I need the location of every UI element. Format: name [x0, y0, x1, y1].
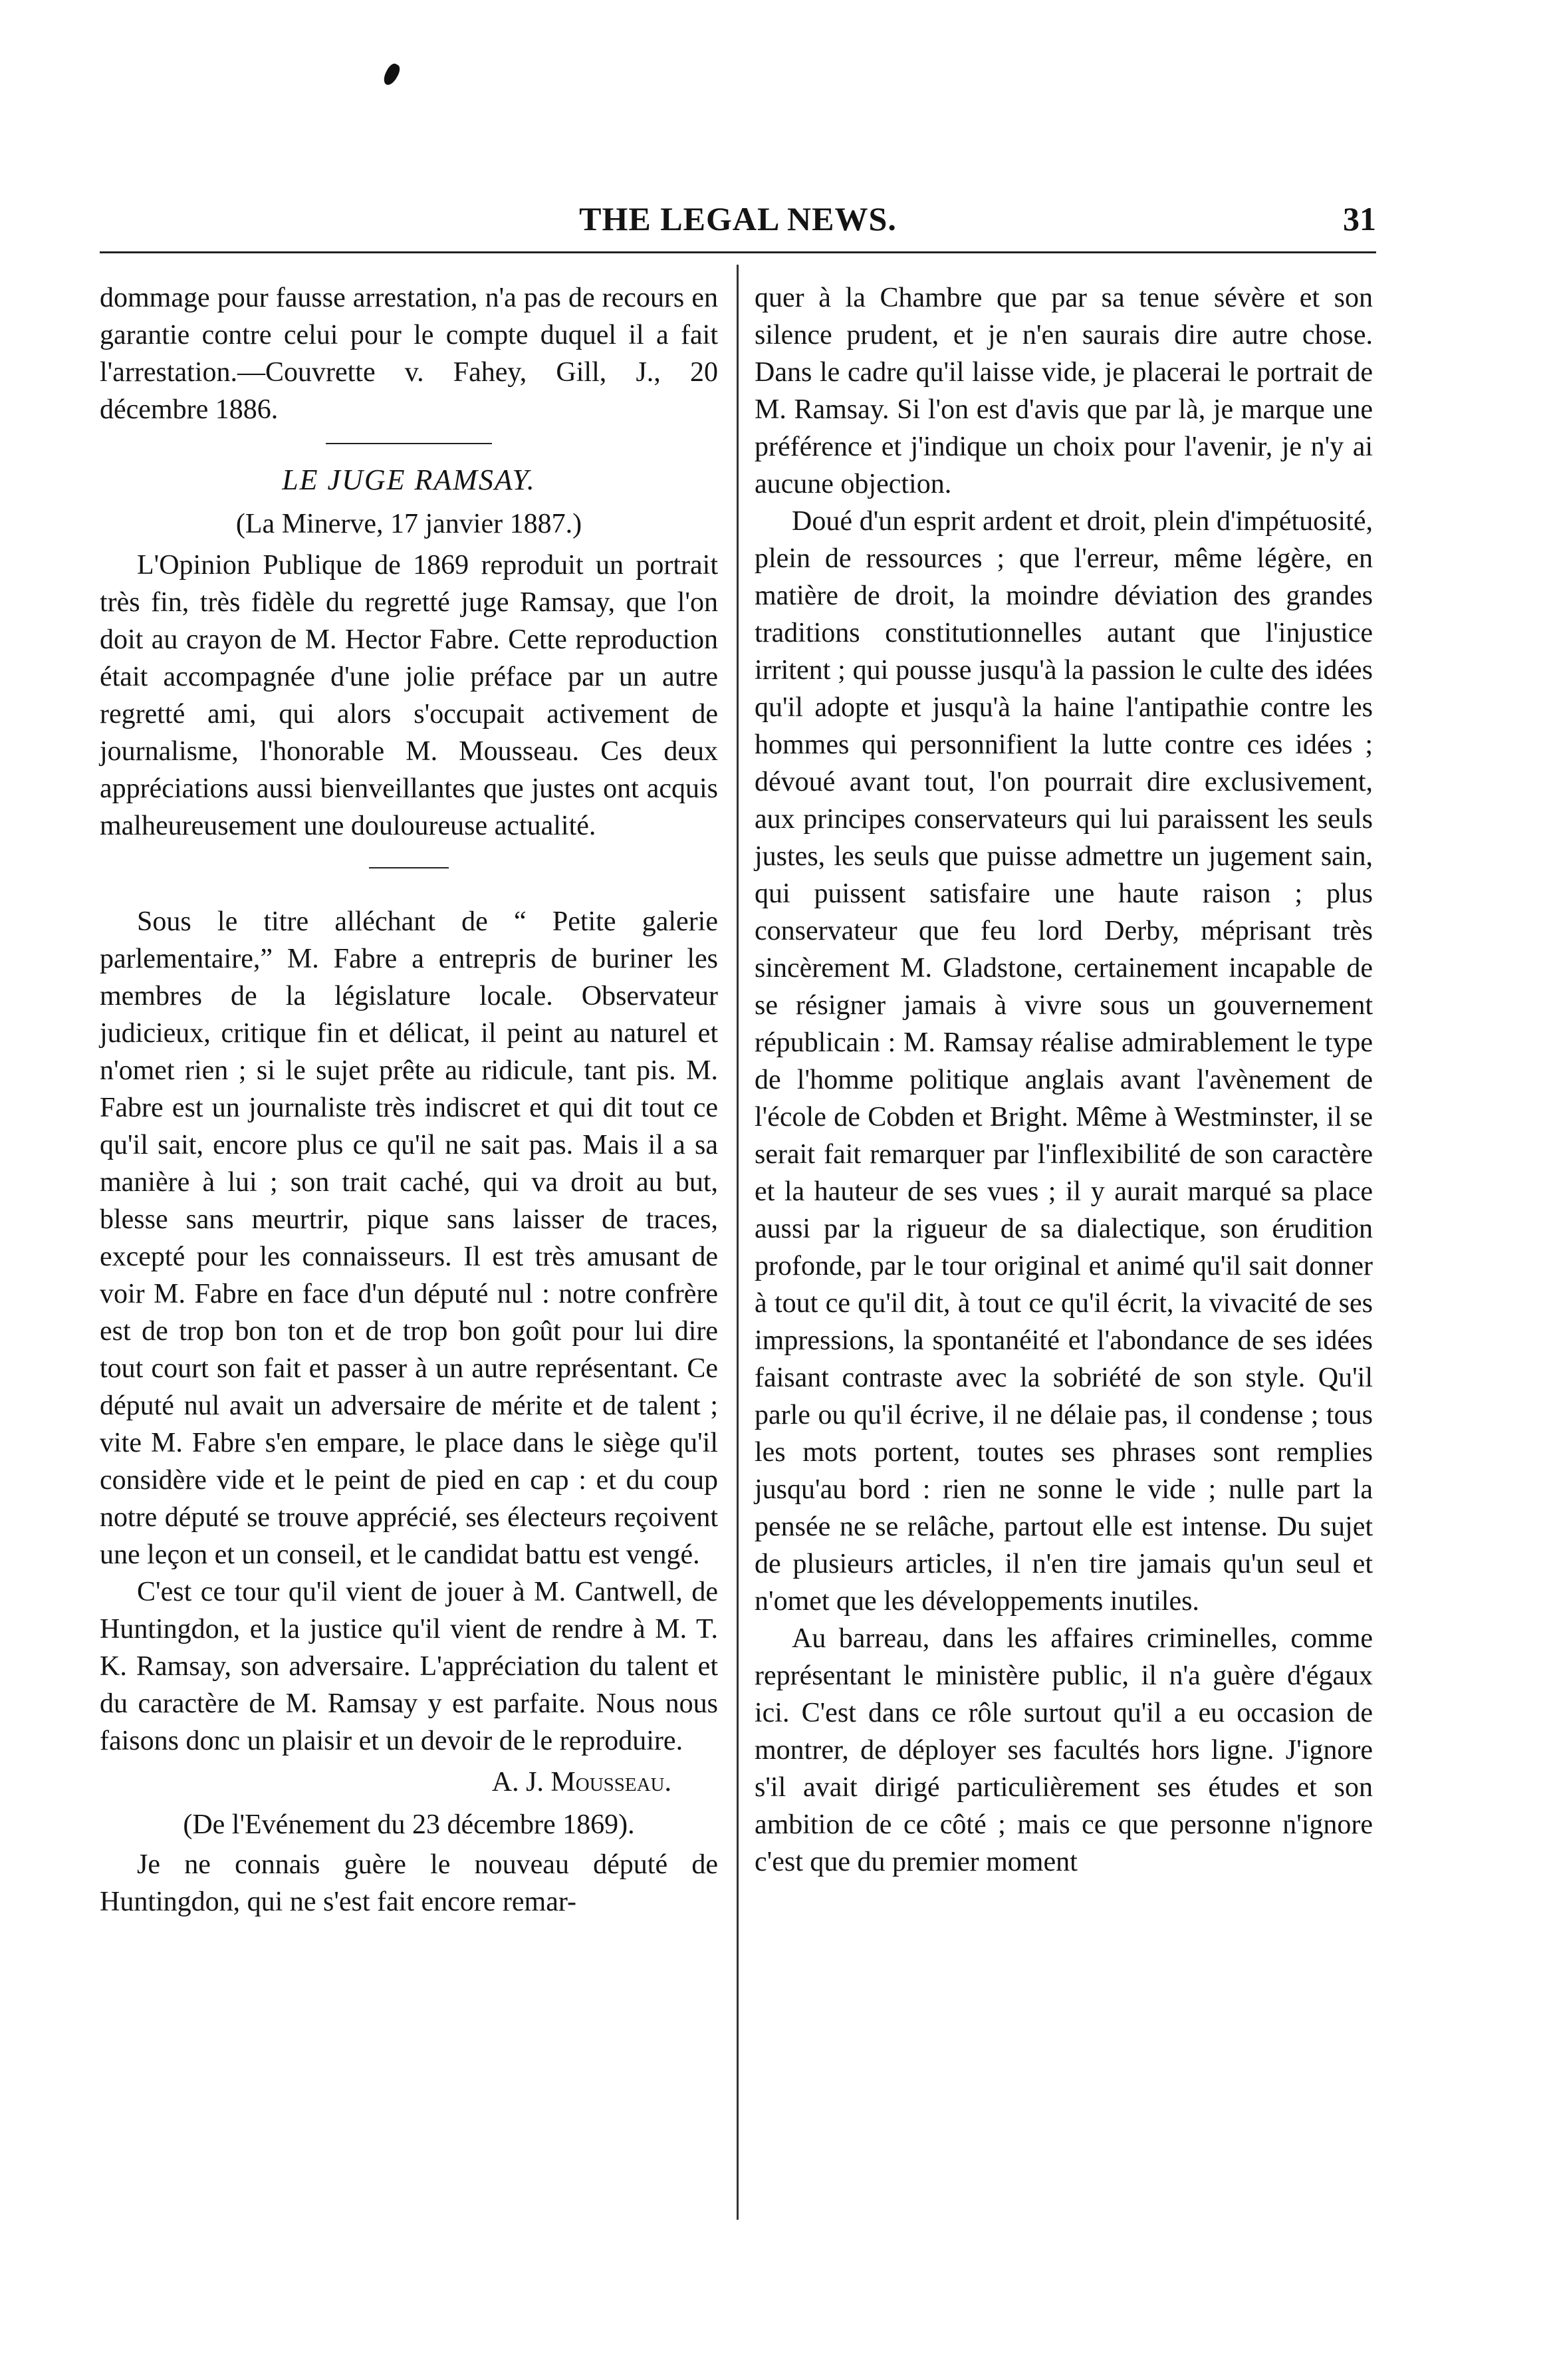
- left-column: [100, 279, 718, 1920]
- right-paragraph-3: Au barreau, dans les affaires criminelles, comme représentant le ministère public, il n'a guère d'égaux ici. C'est dans ce rôle surtout qu'il a eu occasion de montrer, de déployer ses facultés hors ligne. J'ignore s'il avait dirigé particulièrement ses études et son ambition de ce côté ; mais ce que personne n'ignore c'est que du premier moment: [755, 1623, 1373, 1877]
- signature: A. J. Mousseau.: [491, 1767, 671, 1797]
- section-rule: [326, 443, 492, 444]
- page-number: 31: [1343, 200, 1376, 237]
- page-header: [100, 199, 1376, 246]
- right-paragraph-1: quer à la Chambre que par sa tenue sévère et son silence prudent, et je n'en saurais dire autre chose. Dans le cadre qu'il laisse vide, je placerai le portrait de M. Ramsay. Si l'on est d'avis que par là, je marque une préférence et j'indique un choix pour l'avenir, je n'y ai aucune objection.: [755, 283, 1373, 499]
- right-paragraph-2: Doué d'un esprit ardent et droit, plein d'impétuosité, plein de ressources ; que l'erreur, même légère, en matière de droit, la moindre déviation des grandes traditions constitutionnelles autant que l'injustice irritent ; qui pousse jusqu'à la passion le culte des idées qu'il adopte et jusqu'à la haine l'antipathie contre les hommes qui personnifient la lutte contre ces idées ; dévoué avant tout, l'on pourrait dire exclusivement, aux principes conservateurs qui lui paraissent les seuls justes, les seuls que puisse admettre un jugement sain, qui puissent satisfaire une haute raison ; plus conservateur que feu lord Derby, méprisant très sincèrement M. Gladstone, certainement incapable de se résigner jamais à vivre sous un gouvernement républicain : M. Ramsay réalise admirablement le type de l'homme politique anglais avant l'avènement de l'école de Cobden et Bright. Même à Westminster, il se serait fait remarquer par l'inflexibilité de son caractère et la hauteur de ses vues ; il y aurait marqué sa place aussi par la rigueur de sa dialectique, son érudition profonde, par le tour original et animé qu'il sait donner à tout ce qu'il dit, à tout ce qu'il écrit, la vivacité de ses impressions, la spontanéité et l'abondance de ses idées faisant contraste avec la sobriété de son style. Qu'il parle ou qu'il écrive, il ne délaie pas, il condense ; tous les mots portent, toutes ses phrases sont remplies jusqu'au bord : rien ne sonne le vide ; nulle part la pensée ne se relâche, partout elle est intense. Du sujet de plusieurs articles, il n'en tire jamais qu'un seul et n'omet que les développements inutiles.: [755, 506, 1373, 1617]
- left-paragraph-4: C'est ce tour qu'il vient de jouer à M. Cantwell, de Huntingdon, et la justice qu'il vient de rendre à M. T. K. Ramsay, son adversaire. L'appréciation du talent et du caractère de M. Ramsay y est parfaite. Nous nous faisons donc un plaisir et un devoir de le reproduire.: [100, 1577, 718, 1756]
- article-title: LE JUGE RAMSAY.: [282, 463, 536, 496]
- running-title: THE LEGAL NEWS.: [579, 200, 897, 237]
- ink-mark: [381, 62, 402, 87]
- left-paragraph-2: L'Opinion Publique de 1869 reproduit un portrait très fin, très fidèle du regretté juge Ramsay, que l'on doit au crayon de M. Hector Fabre. Cette reproduction était accompagnée d'une jolie préface par un autre regretté ami, qui alors s'occupait activement de journalisme, l'honorable M. Mousseau. Ces deux appréciations aussi bienveillantes que justes ont acquis malheureusement une douloureuse actualité.: [100, 550, 718, 841]
- left-paragraph-5: Je ne connais guère le nouveau député de Huntingdon, qui ne s'est fait encore remar-: [100, 1849, 718, 1917]
- left-paragraph-1: dommage pour fausse arrestation, n'a pas de recours en garantie contre celui pour le compte duquel il a fait l'arrestation.—Couvrette v. Fahey, Gill, J., 20 décembre 1886.: [100, 283, 718, 425]
- quote-source: (De l'Evénement du 23 décembre 1869).: [183, 1809, 635, 1840]
- article-source: (La Minerve, 17 janvier 1887.): [235, 509, 582, 539]
- paragraph-rule: [369, 867, 449, 868]
- column-divider: [737, 265, 739, 2220]
- right-column: [755, 279, 1373, 1881]
- left-paragraph-3: Sous le titre alléchant de “ Petite galerie parlementaire,” M. Fabre a entrepris de buriner les membres de la législature locale. Observateur judicieux, critique fin et délicat, il peint au naturel et n'omet rien ; si le sujet prête au ridicule, tant pis. M. Fabre est un journaliste très indiscret et qui dit tout ce qu'il sait, encore plus ce qu'il ne sait pas. Mais il a sa manière à lui ; son trait caché, qui va droit au but, blesse sans meurtrir, pique sans laisser de traces, excepté pour les connaisseurs. Il est très amusant de voir M. Fabre en face d'un député nul : notre confrère est de trop bon ton et de trop bon goût pour lui dire tout court son fait et passer à un autre représentant. Ce député nul avait un adversaire de mérite et de talent ; vite M. Fabre s'en empare, le place dans le siège qu'il considère vide et le peint de pied en cap : et du coup notre député se trouve apprécié, ses électeurs reçoivent une leçon et un conseil, et le candidat battu est vengé.: [100, 906, 718, 1570]
- header-rule: [100, 251, 1376, 253]
